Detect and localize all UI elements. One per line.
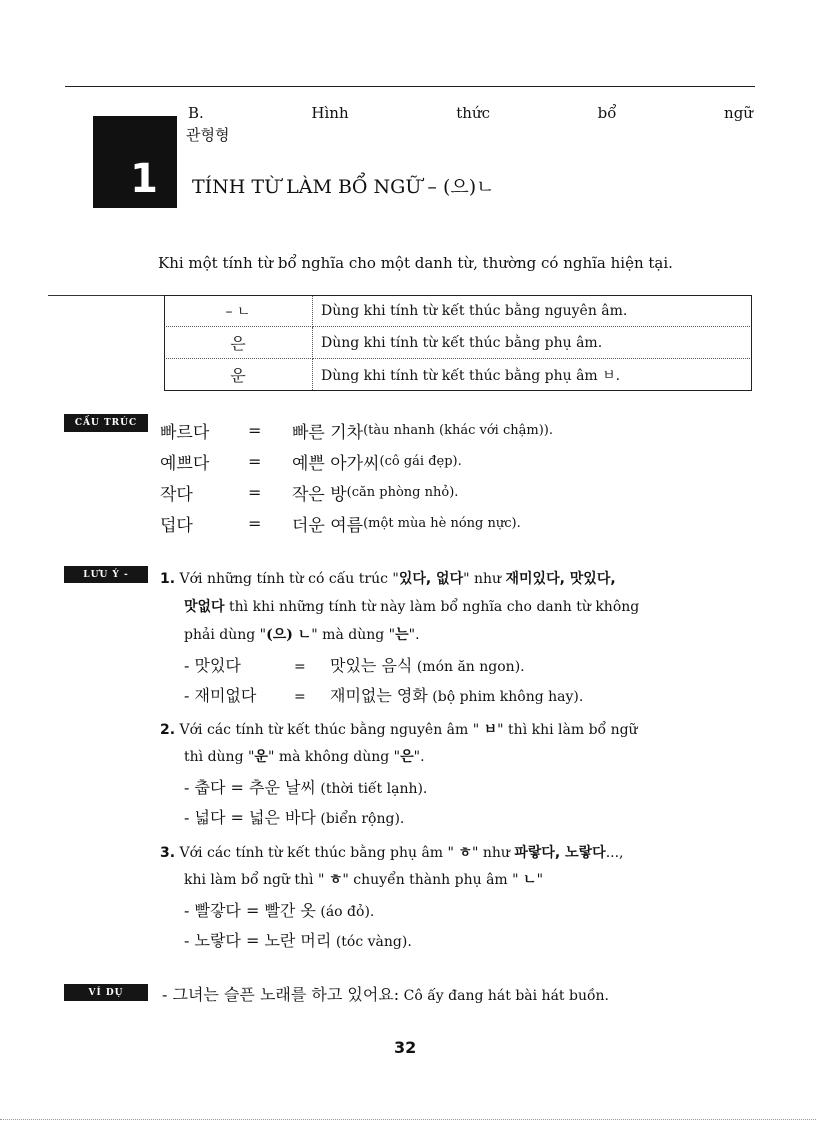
note-text: Với những tính từ có cấu trúc " (179, 571, 399, 587)
note-1-line-2 (184, 596, 639, 616)
note-text: ". (413, 749, 425, 765)
translation: (món ăn ngon). (416, 659, 525, 675)
structure-row (160, 477, 458, 507)
adjective-base: 덥다 (160, 515, 193, 536)
translation: (bộ phim không hay). (432, 689, 584, 705)
note-2-example-1 (184, 775, 427, 798)
note-text: " (536, 872, 544, 888)
lesson-number-box (93, 116, 177, 208)
note-2-line-1 (160, 719, 638, 739)
example-phrase: - 넓다 = 넓은 바다 (184, 808, 316, 827)
note-emphasis: ㅎ (458, 845, 472, 861)
note-1-example-2 (184, 683, 583, 706)
note-emphasis: 파랗다, 노랗다 (514, 845, 606, 861)
note-text: thì dùng " (184, 749, 255, 765)
equals-sign: = (248, 420, 262, 440)
grammar-table (164, 295, 752, 390)
adjective-base: 예쁘다 (160, 453, 210, 474)
note-emphasis: 운 (254, 749, 268, 765)
section-heading (188, 104, 753, 122)
translation: (tóc vàng). (335, 934, 412, 950)
note-3-line-1 (160, 842, 624, 862)
notes-tag: LƯU Ý - (64, 566, 148, 583)
section-korean: 관형형 (186, 126, 230, 144)
ending-cell: – ㄴ (164, 295, 313, 327)
example-phrase: 맛있는 음식 (330, 656, 413, 675)
note-1-line-1 (160, 568, 616, 588)
note-text: Với các tính từ kết thúc bằng phụ âm " (179, 845, 459, 861)
intro-text: Khi một tính từ bổ nghĩa cho một danh từ, thường có nghĩa hiện tại. (158, 254, 673, 272)
example-translation: Cô ấy đang hát bài hát buồn. (403, 988, 610, 1004)
section-word: thức (456, 104, 490, 122)
note-emphasis: 맛없다 (184, 599, 225, 615)
note-emphasis: 은 (400, 749, 414, 765)
note-1-example-1 (184, 653, 525, 676)
ending-cell: 운 (164, 359, 313, 391)
adjective-base: - 재미없다 (184, 686, 257, 705)
note-text: Với các tính từ kết thúc bằng nguyên âm " (179, 722, 484, 738)
translation: (cô gái đẹp). (379, 453, 462, 469)
note-text: phải dùng " (184, 627, 267, 643)
translation: (căn phòng nhỏ). (346, 484, 459, 500)
top-rule (65, 86, 755, 87)
section-word: B. (188, 104, 204, 122)
note-number: 1. (160, 571, 176, 587)
example-phrase: - 빨갛다 = 빨간 옷 (184, 901, 316, 920)
note-text: thì khi những tính từ này làm bổ nghĩa cho danh từ không (224, 599, 640, 615)
example-phrase: 예쁜 아가씨 (292, 453, 380, 474)
lesson-number: 1 (130, 156, 158, 202)
note-text: khi làm bổ ngữ thì " (184, 872, 329, 888)
translation: (một mùa hè nóng nực). (363, 515, 521, 531)
note-emphasis: ㄴ (523, 872, 537, 888)
usage-cell: Dùng khi tính từ kết thúc bằng phụ âm ㅂ. (321, 367, 621, 384)
bottom-divider (0, 1119, 816, 1120)
example-phrase: - 춥다 = 추운 날씨 (184, 778, 316, 797)
translation: (biển rộng). (320, 811, 405, 827)
example-tag: VÍ DỤ (64, 984, 148, 1001)
section-word: Hình (311, 104, 349, 122)
section-word: bổ (597, 104, 617, 122)
note-emphasis: 있다, 없다 (398, 571, 464, 587)
structure-row (160, 446, 462, 476)
lesson-title: TÍNH TỪ LÀM BỔ NGỮ – (으)ㄴ (192, 176, 495, 198)
note-1-line-3 (184, 624, 420, 644)
example-korean: - 그녀는 슬픈 노래를 하고 있어요: (162, 985, 400, 1004)
note-emphasis: (으) ㄴ (266, 627, 312, 643)
note-text: " như (463, 571, 506, 587)
note-text: " mà không dùng " (267, 749, 401, 765)
adjective-base: 작다 (160, 484, 193, 505)
equals-sign: = (248, 451, 262, 471)
ending-cell: 은 (164, 327, 313, 359)
note-emphasis: ㅂ (483, 722, 498, 738)
adjective-base: 빠르다 (160, 422, 210, 443)
structure-tag: CẤU TRÚC (64, 414, 148, 432)
table-row (164, 295, 752, 327)
table-row (164, 327, 752, 359)
note-emphasis: 는 (395, 627, 409, 643)
translation: (tàu nhanh (khác với chậm)). (363, 422, 553, 438)
note-text: ". (408, 627, 420, 643)
translation: (áo đỏ). (320, 904, 375, 920)
structure-row (160, 508, 521, 538)
section-word: ngữ (724, 104, 753, 122)
equals-sign: = (294, 689, 306, 705)
structure-row (160, 415, 553, 445)
adjective-base: - 맛있다 (184, 656, 241, 675)
table-row (164, 359, 752, 391)
note-text: " mà dùng " (311, 627, 396, 643)
equals-sign: = (248, 482, 262, 502)
example-phrase: 더운 여름 (292, 515, 364, 536)
note-3-line-2 (184, 869, 543, 889)
equals-sign: = (294, 659, 306, 675)
note-number: 2. (160, 722, 176, 738)
note-emphasis: 재미있다, 맛있다, (505, 571, 616, 587)
note-2-line-2 (184, 746, 425, 766)
usage-cell: Dùng khi tính từ kết thúc bằng nguyên âm. (313, 295, 753, 327)
note-text: ..., (605, 845, 624, 861)
note-text: " thì khi làm bổ ngữ (497, 722, 638, 738)
example-phrase: 재미없는 영화 (330, 686, 428, 705)
equals-sign: = (248, 513, 262, 533)
example-phrase: 빠른 기차 (292, 422, 364, 443)
usage-cell: Dùng khi tính từ kết thúc bằng phụ âm. (313, 327, 753, 359)
note-3-example-1 (184, 898, 374, 921)
note-number: 3. (160, 845, 176, 861)
example-phrase: - 노랗다 = 노란 머리 (184, 931, 332, 950)
note-3-example-2 (184, 928, 412, 951)
note-text: " như (471, 845, 515, 861)
example-sentence (162, 982, 609, 1005)
note-2-example-2 (184, 805, 404, 828)
note-text: " chuyển thành phụ âm " (342, 872, 524, 888)
translation: (thời tiết lạnh). (320, 781, 428, 797)
example-phrase: 작은 방 (292, 484, 347, 505)
page-number: 32 (394, 1038, 417, 1057)
note-emphasis: ㅎ (328, 872, 343, 888)
